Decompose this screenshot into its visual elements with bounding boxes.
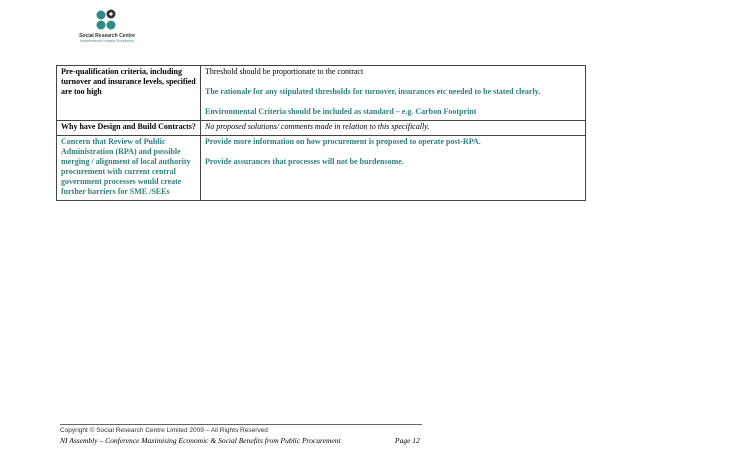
response-text: Environmental Criteria should be included as standard – e.g. Carbon Footprint bbox=[205, 107, 477, 116]
logo bbox=[72, 8, 142, 48]
logo-tagline: Independence Integrity Excellence bbox=[80, 39, 134, 43]
logo-icon bbox=[94, 8, 120, 32]
response-text: Provide assurances that processes will not be burdensome. bbox=[205, 157, 404, 166]
response-text: The rationale for any stipulated thresholds for turnover, insurances etc needed to be stated clearly. bbox=[205, 87, 541, 96]
footer-divider bbox=[60, 424, 422, 425]
table-row bbox=[57, 121, 586, 136]
table-row bbox=[57, 136, 586, 201]
logo-name: Social Research Centre bbox=[79, 33, 135, 39]
response-text: Threshold should be proportionate to the contract bbox=[205, 67, 364, 76]
footer-title: NI Assembly – Conference Maximising Economic & Social Benefits from Public Procurement bbox=[60, 436, 341, 445]
response-cell: No proposed solutions/ comments made in relation to this specifically. bbox=[201, 121, 586, 136]
response-cell bbox=[201, 136, 586, 201]
issue-cell: Pre-qualification criteria, including turnover and insurance levels, specified are too high bbox=[57, 66, 201, 121]
issue-cell: Concern that Review of Public Administration (RPA) and possible merging / alignment of local authority procurement with current central government processes would create further barriers for SME /SEEs bbox=[57, 136, 201, 201]
issue-cell: Why have Design and Build Contracts? bbox=[57, 121, 201, 136]
response-text: Provide more information on how procurement is proposed to operate post-RPA. bbox=[205, 137, 481, 146]
response-cell bbox=[201, 66, 586, 121]
page-number: Page 12 bbox=[395, 436, 420, 445]
recommendations-table bbox=[56, 65, 586, 201]
table-row bbox=[57, 66, 586, 121]
footer-copyright: Copyright © Social Research Centre Limited 2009 – All Rights Reserved bbox=[60, 427, 268, 434]
